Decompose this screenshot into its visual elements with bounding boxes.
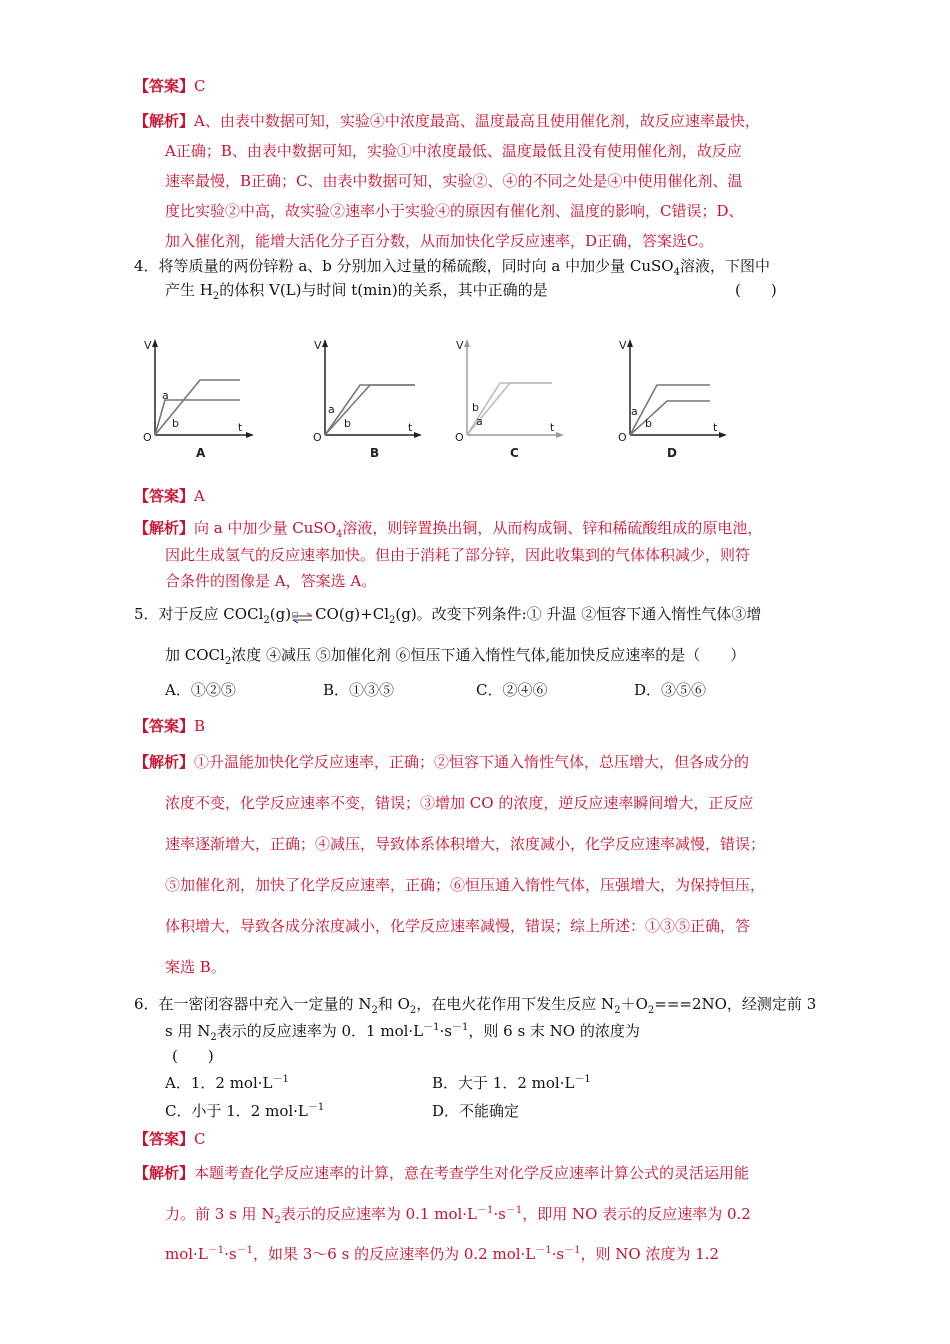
q6-answer-line xyxy=(134,1129,206,1149)
subscript: 2 xyxy=(212,291,220,302)
origin-label: O xyxy=(313,431,322,444)
subscript: 2 xyxy=(210,1032,217,1043)
q5-text: (g) xyxy=(269,605,292,623)
analysis-text: 向 a 中加少量 CuSO xyxy=(194,519,336,537)
curve-b xyxy=(630,401,710,435)
t-axis-arrow xyxy=(414,432,422,438)
analysis-tag: 【解析】 xyxy=(134,1164,195,1182)
curve-a xyxy=(155,400,240,435)
subscript: 4 xyxy=(673,267,680,278)
analysis-text: ·s xyxy=(551,1245,565,1263)
subscript: 2 xyxy=(224,656,232,667)
superscript: －1 xyxy=(505,1205,523,1216)
q5-analysis-line-4: ⑤加催化剂，加快了化学反应速率，正确；⑥恒压通入惰性气体，压强增大，为保持恒压， xyxy=(165,876,766,894)
v-label: V xyxy=(144,339,152,352)
q5-question-line-2 xyxy=(165,645,745,665)
analysis-text: 本题考查化学反应速率的计算，意在考查学生对化学反应速率计算公式的灵活运用能 xyxy=(194,1164,750,1182)
subscript: 2 xyxy=(263,615,270,626)
superscript: －1 xyxy=(564,1245,581,1256)
q6-text: ===2NO，经测定前 3 xyxy=(654,995,817,1013)
origin-label: O xyxy=(455,431,464,444)
q4-analysis-line-2: 因此生成氢气的反应速率加快。但由于消耗了部分锌，因此收集到的气体体积减少，则符 xyxy=(165,546,751,564)
superscript: －1 xyxy=(236,1245,253,1256)
reversible-arrow-icon xyxy=(292,609,314,621)
t-axis-arrow xyxy=(556,432,564,438)
v-axis-arrow xyxy=(152,339,158,347)
q5-text: 浓度 ④减压 ⑤加催化剂 ⑥恒压下通入惰性气体,能加快反应速率的是（ ） xyxy=(231,646,746,664)
q4-text: 4．将等质量的两份锌粉 a、b 分别加入过量的稀硫酸，同时向 a 中加少量 CuSO xyxy=(134,257,674,275)
analysis-tag: 【解析】 xyxy=(134,519,195,537)
q3-analysis-line-1 xyxy=(134,111,760,131)
curve-b-label: b xyxy=(645,417,652,430)
analysis-text: A、由表中数据可知，实验④中浓度最高、温度最高且使用催化剂，故反应速率最快， xyxy=(194,112,760,130)
q6-question-line-2 xyxy=(165,1021,640,1041)
q4-question-line-2 xyxy=(165,280,548,300)
subscript: 4 xyxy=(335,529,343,540)
q5-option-d: D．③⑤⑥ xyxy=(634,681,707,699)
superscript: －1 xyxy=(477,1205,494,1216)
option-text: B．大于 1．2 mol·L xyxy=(432,1074,575,1092)
answer-tag: 【答案】 xyxy=(134,717,195,735)
q5-analysis-line-5: 体积增大，导致各成分浓度减小，化学反应速率减慢，错误；综上所述：①③⑤正确，答 xyxy=(165,917,751,935)
v-axis-arrow xyxy=(464,339,470,347)
q5-analysis-line-1 xyxy=(134,752,749,772)
graph-label: A xyxy=(196,446,206,460)
q3-analysis-line-5: 加入催化剂，能增大活化分子百分数，从而加快化学反应速率，D正确，答案选C。 xyxy=(165,232,714,250)
q5-analysis-line-2: 浓度不变，化学反应速率不变，错误；③增加 CO 的浓度，逆反应速率瞬间增大，正反应 xyxy=(165,794,754,812)
t-axis-arrow xyxy=(719,432,727,438)
q6-analysis-line-1 xyxy=(134,1163,749,1183)
origin-label: O xyxy=(143,431,152,444)
superscript: －1 xyxy=(535,1245,552,1256)
t-label: t xyxy=(408,421,413,434)
q5-option-c: C．②④⑥ xyxy=(476,681,548,699)
graph-label: B xyxy=(370,446,380,460)
q4-text: 溶液，下图中 xyxy=(679,257,770,275)
q5-text: CO(g)+Cl xyxy=(315,605,389,623)
analysis-text: 力。前 3 s 用 N xyxy=(165,1205,275,1223)
q5-analysis-line-6: 案选 B。 xyxy=(165,958,226,976)
q5-option-a: A．①②⑤ xyxy=(165,681,236,699)
q6-question-line-1 xyxy=(134,994,816,1014)
q6-option-a xyxy=(165,1073,289,1093)
q6-option-d: D．不能确定 xyxy=(432,1102,520,1120)
q5-question-line-1 xyxy=(134,604,761,624)
q6-text: s 用 N xyxy=(165,1022,211,1040)
graph-c-svg xyxy=(452,335,572,460)
q6-text: ＋O xyxy=(620,995,648,1013)
q6-text: ·s xyxy=(439,1022,452,1040)
analysis-text: mol·L xyxy=(165,1245,208,1263)
q6-text: ，在电火花作用下发生反应 N xyxy=(416,995,615,1013)
analysis-text: ，则 NO 浓度为 1.2 xyxy=(580,1245,720,1263)
analysis-tag: 【解析】 xyxy=(134,112,195,130)
graph-d-svg xyxy=(615,335,735,460)
curve-a-label: a xyxy=(328,403,335,416)
q5-option-b: B．①③⑤ xyxy=(323,681,395,699)
q4-text: 的体积 V(L)与时间 t(min)的关系，其中正确的是 xyxy=(219,281,548,299)
q5-text: 5．对于反应 COCl xyxy=(134,605,264,623)
graph-b-svg xyxy=(310,335,430,460)
option-text: A．1．2 mol·L xyxy=(165,1074,273,1092)
answer-value: C xyxy=(194,1130,206,1148)
q6-analysis-line-3 xyxy=(165,1244,719,1264)
q6-text: 表示的反应速率为 0．1 mol·L xyxy=(216,1022,424,1040)
curve-a-label: a xyxy=(631,405,638,418)
t-label: t xyxy=(550,421,555,434)
answer-tag: 【答案】 xyxy=(134,77,195,95)
q6-option-c xyxy=(165,1101,324,1121)
subscript: 2 xyxy=(371,1005,378,1016)
q6-answer-paren: ( ) xyxy=(172,1047,214,1065)
analysis-text: ，如果 3～6 s 的反应速率仍为 0.2 mol·L xyxy=(253,1245,536,1263)
analysis-text: ，即用 NO 表示的反应速率为 0.2 xyxy=(522,1205,751,1223)
answer-value: B xyxy=(194,717,206,735)
analysis-text: 溶液，则锌置换出铜，从而构成铜、锌和稀硫酸组成的原电池， xyxy=(342,519,763,537)
answer-tag: 【答案】 xyxy=(134,487,195,505)
curve-b-label: b xyxy=(344,417,351,430)
q3-analysis-line-3: 速率最慢，B正确；C、由表中数据可知，实验②、④的不同之处是④中使用催化剂、温 xyxy=(165,172,743,190)
superscript: －1 xyxy=(423,1022,440,1033)
q4-analysis-line-3: 合条件的图像是 A，答案选 A。 xyxy=(165,572,377,590)
superscript: －1 xyxy=(272,1074,289,1085)
superscript: －1 xyxy=(574,1074,591,1085)
q5-text: 加 COCl xyxy=(165,646,225,664)
answer-value: C xyxy=(194,77,206,95)
analysis-text: ·s xyxy=(224,1245,237,1263)
q4-question-line-1 xyxy=(134,256,770,276)
q4-analysis-line-1 xyxy=(134,518,762,538)
subscript: 2 xyxy=(389,615,396,626)
t-label: t xyxy=(238,421,243,434)
curve-a-label: b xyxy=(472,401,479,414)
curve-a-label: a xyxy=(162,389,169,402)
graph-b xyxy=(310,335,430,460)
option-text: C．小于 1．2 mol·L xyxy=(165,1102,308,1120)
q6-option-b xyxy=(432,1073,591,1093)
t-label: t xyxy=(713,421,718,434)
curve-b-label: b xyxy=(172,417,179,430)
q4-answer-line xyxy=(134,486,205,506)
superscript: －1 xyxy=(307,1102,325,1113)
graph-label: C xyxy=(510,446,519,460)
v-axis-arrow xyxy=(627,339,633,347)
q4-text: 产生 H xyxy=(165,281,213,299)
v-label: V xyxy=(619,339,627,352)
subscript: 2 xyxy=(647,1005,655,1016)
superscript: －1 xyxy=(451,1022,469,1033)
q5-answer-line xyxy=(134,716,205,736)
v-axis-arrow xyxy=(322,339,328,347)
q4-answer-paren: ( ) xyxy=(735,281,777,299)
q3-answer-line xyxy=(134,76,206,96)
graph-c xyxy=(452,335,572,460)
graph-label: D xyxy=(667,446,677,460)
subscript: 2 xyxy=(274,1215,281,1226)
curve-b-label: a xyxy=(476,415,483,428)
v-label: V xyxy=(456,339,464,352)
answer-tag: 【答案】 xyxy=(134,1130,195,1148)
analysis-tag: 【解析】 xyxy=(134,753,195,771)
graph-a-svg xyxy=(140,335,260,460)
subscript: 2 xyxy=(409,1005,417,1016)
curve-a xyxy=(325,385,415,435)
q6-analysis-line-2 xyxy=(165,1204,751,1224)
analysis-text: ①升温能加快化学反应速率，正确；②恒容下通入惰性气体，总压增大，但各成分的 xyxy=(194,753,750,771)
answer-value: A xyxy=(194,487,205,505)
v-label: V xyxy=(314,339,322,352)
q5-text: (g)。改变下列条件:① 升温 ②恒容下通入惰性气体③增 xyxy=(395,605,762,623)
t-axis-arrow xyxy=(246,432,254,438)
q6-text: 和 O xyxy=(377,995,410,1013)
subscript: 2 xyxy=(614,1005,621,1016)
graph-a xyxy=(140,335,260,460)
curve-b xyxy=(325,385,415,435)
q6-text: 6．在一密闭容器中充入一定量的 N xyxy=(134,995,372,1013)
q6-text: ，则 6 s 末 NO 的浓度为 xyxy=(468,1022,640,1040)
q3-analysis-line-2: A正确；B、由表中数据可知，实验①中浓度最低、温度最低且没有使用催化剂，故反应 xyxy=(165,142,742,160)
q5-analysis-line-3: 速率逐渐增大，正确；④减压，导致体系体积增大，浓度减小，化学反应速率减慢，错误； xyxy=(165,835,766,853)
analysis-text: ·s xyxy=(493,1205,506,1223)
graph-d xyxy=(615,335,735,460)
q3-analysis-line-4: 度比实验②中高，故实验②速率小于实验④的原因有催化剂、温度的影响，C错误；D、 xyxy=(165,202,744,220)
analysis-text: 表示的反应速率为 0.1 mol·L xyxy=(280,1205,478,1223)
curve-a xyxy=(630,385,710,435)
origin-label: O xyxy=(618,431,627,444)
superscript: －1 xyxy=(207,1245,225,1256)
